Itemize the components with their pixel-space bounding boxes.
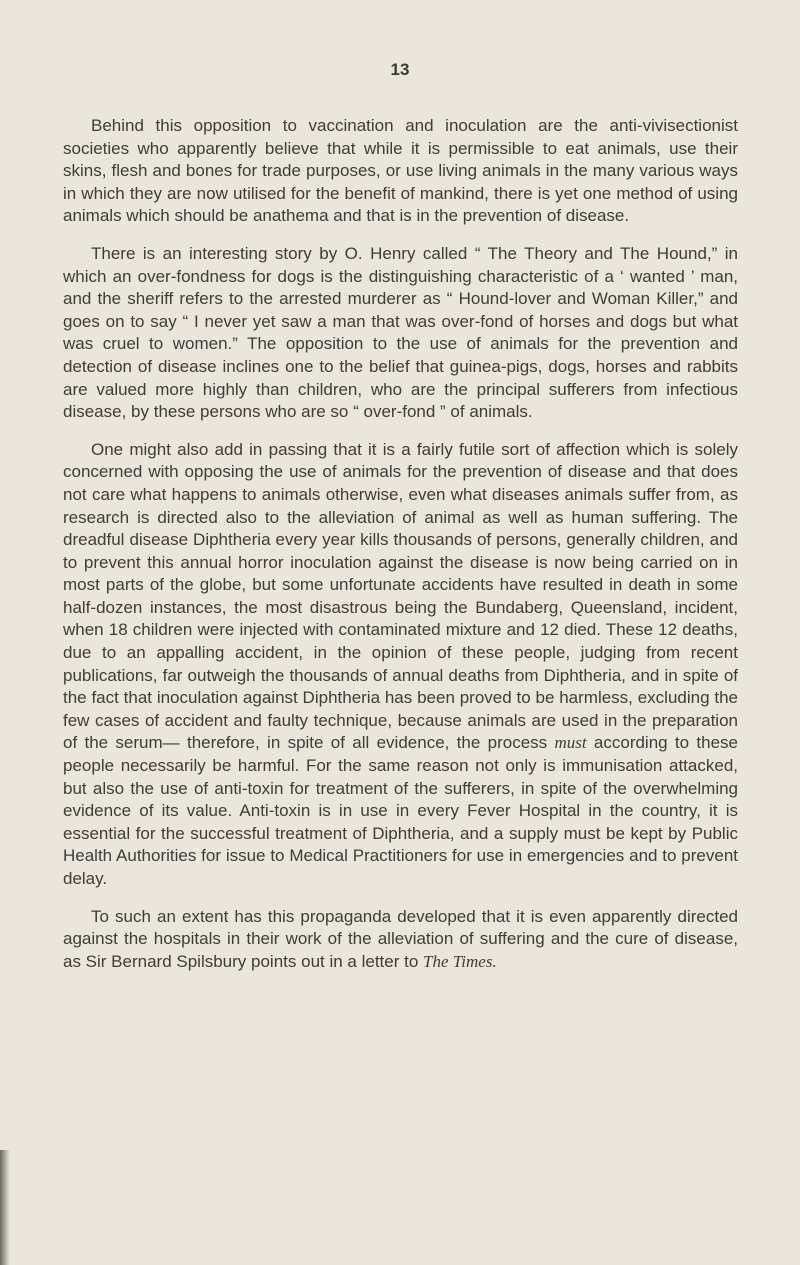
paragraph-3-text: One might also add in passing that it is a fairly futile sort of affection which is solely concerned with opposing the use of animals for the prevention of disease and that does not care what happens to animals otherwise, even what diseases animals suffer from, as research is directed also to the alleviation of animal as well as human suffering. The dreadful disease Diphtheria every year kills thousands of persons, generally children, and to prevent this annual horror inoculation against the disease is now being carried on in most parts of the globe, but some unfortunate accidents have resulted in death in some half-dozen instances, the most disastrous being the Bundaberg, Queensland, incident, when 18 children were injected with contaminated mixture and 12 died. These 12 deaths, due to an appalling accident, in the opinion of these people, judging from recent publications, far outweigh the thousands of annual deaths from Diphtheria, and in spite of the fact that inoculation against Diphtheria has been proved to be harmless, excluding the few cases of accident and faulty technique, because animals are used in the preparation of the serum— therefore, in spite of all evidence, the process — [63, 439, 738, 753]
paragraph-3 — [63, 439, 738, 891]
emphasis-must: must — [554, 733, 587, 753]
paragraph-2: There is an interesting story by O. Henry called “ The Theory and The Hound,” in which an over-fondness for dogs is the distinguishing characteristic of a ‘ wanted ’ man, and the sheriff refers to the arrested murderer as “ Hound-lover and Woman Killer,” and goes on to say “ I never yet saw a man that was over-fond of horses and dogs but what was cruel to women.” The opposition to the use of animals for the prevention and detection of disease inclines one to the belief that guinea-pigs, dogs, horses and rabbits are valued more highly than children, who are the principal sufferers from infectious disease, by these persons who are so “ over-fond ” of animals. — [63, 243, 738, 422]
paragraph-3-continued: according to these people necessarily be harmful. For the same reason not only is immunisation attacked, but also the use of anti-toxin for treatment of the sufferers, in spite of the overwhelming evidence of its value. Anti-toxin is in use in every Fever Hospital in the country, it is essential for the successful treatment of Diphtheria, and a supply must be kept by Public Health Authorities for issue to Medical Practitioners for use in emergencies and to prevent delay. — [63, 733, 738, 888]
paragraph-1: Behind this opposition to vaccination and inoculation are the anti-vivisectionist societies who apparently believe that while it is permissible to eat animals, use their skins, flesh and bones for trade purposes, or use living animals in the many various ways in which they are now utilised for the benefit of mankind, there is yet one method of using animals which should be anathema and that is in the prevention of disease. — [63, 116, 738, 226]
body-text — [63, 115, 738, 988]
page-edge-shadow — [0, 1150, 10, 1265]
page-number: 13 — [390, 60, 410, 79]
publication-title: The Times. — [423, 951, 497, 971]
paragraph-4 — [63, 906, 738, 974]
paragraph-4-text: To such an extent has this propaganda developed that it is even apparently directed against the hospitals in their work of the alleviation of suffering and the cure of disease, as Sir Bernard Spilsbury points out in a letter to — [63, 906, 738, 971]
